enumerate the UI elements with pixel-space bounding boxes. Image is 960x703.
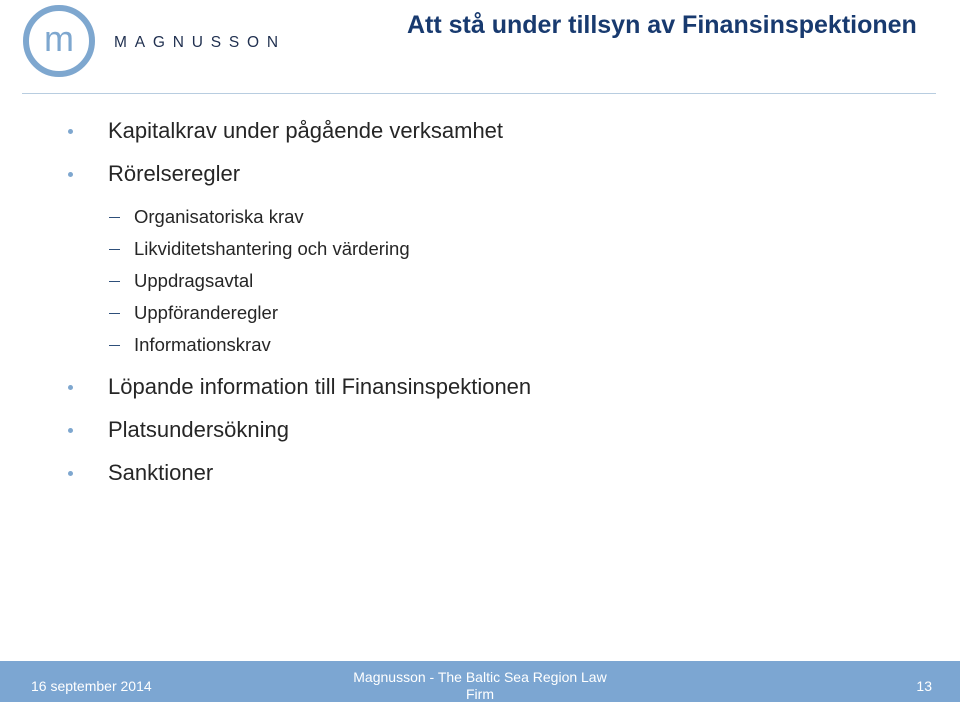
bullet-item (134, 270, 253, 292)
bullet-dash-icon (109, 313, 120, 314)
bullet-dash-icon (109, 249, 120, 250)
bullet-text: Uppdragsavtal (134, 270, 254, 291)
bullet-item (108, 161, 240, 187)
header-divider (22, 93, 936, 94)
bullet-dot-icon (68, 385, 73, 390)
bullet-dash-icon (109, 345, 120, 346)
bullet-text: Rörelseregler (108, 161, 241, 186)
logo-wordmark: MAGNUSSON (114, 34, 286, 51)
footer-firm-name: Magnusson - The Baltic Sea Region Law Firm (353, 669, 607, 702)
bullet-text: Kapitalkrav under pågående verksamhet (108, 118, 504, 143)
logo-monogram: m (44, 18, 74, 59)
bullet-item (134, 206, 304, 228)
bullet-text: Platsundersökning (108, 417, 290, 442)
magnusson-logo (22, 4, 322, 78)
footer-bar (0, 661, 960, 702)
bullet-item (108, 374, 531, 400)
bullet-dot-icon (68, 471, 73, 476)
footer-date: 16 september 2014 (31, 678, 152, 694)
magnusson-m-logo-icon (22, 4, 96, 78)
bullet-item (134, 302, 278, 324)
page-number: 13 (916, 678, 932, 694)
bullet-item (134, 334, 271, 356)
bullet-text: Löpande information till Finansinspektionen (108, 374, 532, 399)
bullet-item (108, 118, 503, 144)
bullet-text: Uppföranderegler (134, 302, 278, 323)
bullet-item (108, 460, 213, 486)
bullet-dash-icon (109, 281, 120, 282)
bullet-text: Informationskrav (134, 334, 271, 355)
bullet-dot-icon (68, 172, 73, 177)
bullet-text: Organisatoriska krav (134, 206, 304, 227)
bullet-dot-icon (68, 428, 73, 433)
slide-title: Att stå under tillsyn av Finansinspektionen (407, 11, 917, 39)
bullet-item (134, 238, 410, 260)
bullet-text: Likviditetshantering och värdering (134, 238, 410, 259)
bullet-item (108, 417, 289, 443)
bullet-dash-icon (109, 217, 120, 218)
bullet-dot-icon (68, 129, 73, 134)
bullet-text: Sanktioner (108, 460, 214, 485)
